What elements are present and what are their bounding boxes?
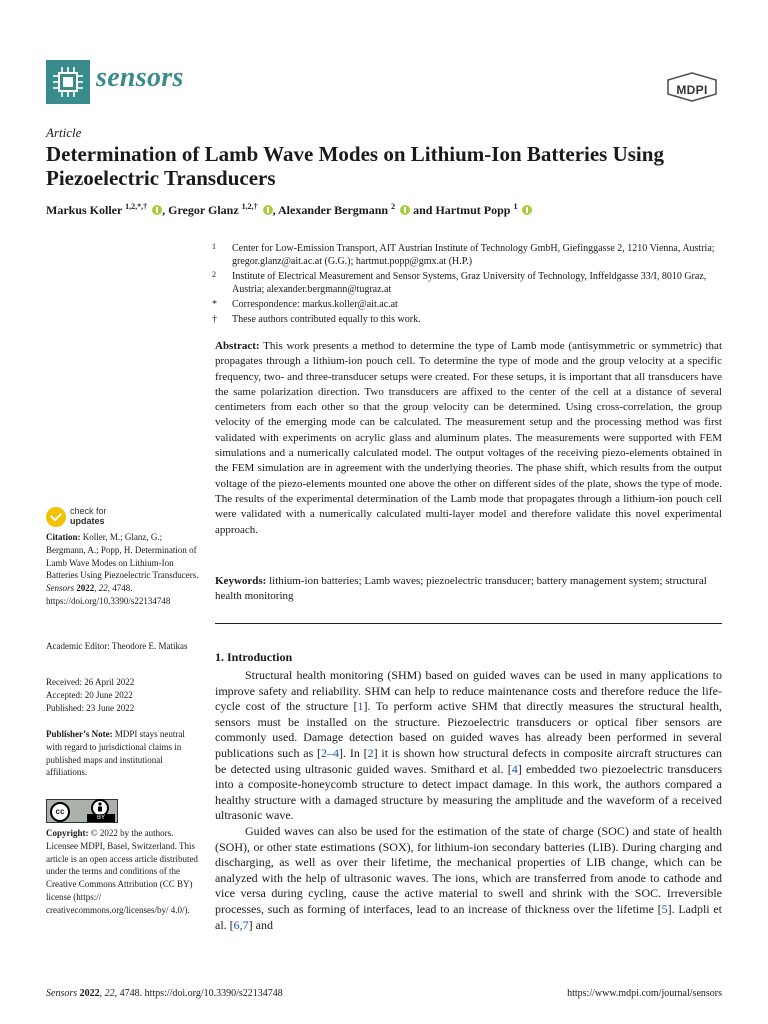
affiliation-mark: † [212,314,217,325]
orcid-icon[interactable] [522,205,532,215]
citation-block: Citation: Koller, M.; Glanz, G.; Bergmann, A.; Popp, H. Determination of Lamb Wave Modes on Lithium-Ion Batteries Using Piezoelectric Transducers. Sensors 2022, 22, 4748. https://doi.org/10.3390/s22134748 [46,532,199,606]
author-affil-marks: 1,2,† [241,202,258,211]
orcid-icon[interactable] [400,205,410,215]
keywords-label: Keywords: [215,575,267,587]
citation-text: Koller, M.; Glanz, G.; Bergmann, A.; Popp, H. Determination of Lamb Wave Modes on Lithium-Ion Batteries Using Piezoelectric Transducers. [46,532,199,581]
check-for-label: check for [70,506,107,516]
paragraph-text: Structural health monitoring (SHM) based on guided waves can be used in many applications to improve safety and reliability. SHM can help to reduce maintenance costs and therefore reduce the life-cycle cost of the structure [ [215,668,722,714]
author-name[interactable]: Markus Koller [46,203,123,217]
paragraph [215,824,722,933]
sensors-logo-icon [46,60,90,104]
author-list [46,202,726,218]
orcid-icon[interactable] [152,205,162,215]
paragraph [215,668,722,824]
citation-link[interactable]: 2–4 [321,745,340,760]
accepted-date: Accepted: 20 June 2022 [46,689,133,700]
abstract-text: This work presents a method to determine the type of Lamb mode (antisymmetric or symmetric) that propagates through a lithium-ion pouch cell. To determine the type of mode and the group velocity at a specific frequency, two- and three-transducer setups were created. For these setups, it is important that all transducers have the same polarization direction. Two transducers are affixed to the center of the cell at a distance of several centimeters from each other so that the group velocity can be determined. Using cross-correlation, the group velocity of the emerging mode can be calculated. The measurement setup and the processing method was first validated with experiments on acrylic glass and aluminum plates. The measurements were supported with FEM simulations and a numerically calculated model. The output voltages of the receiving piezo-elements obtained in the FEM simulation are in agreement with the underlying theories. The phase shift, which results from the output voltage of the piezo-elements mounted one above the other on different sides of the plate, shows the type of mode. The results of the experimental determination of the Lamb mode that propagates through a lithium-ion pouch cell were validated with a numerically calculated multi-layer model and therefore validate this novel experimental approach. [215,340,722,536]
abstract [215,339,722,538]
section-divider [215,623,722,624]
publisher-note-label: Publisher’s Note: [46,729,113,739]
paragraph-text: ]. Ladpli et al. [ [215,901,722,932]
author-affil-marks: 1,2,*,† [125,202,148,211]
citation-link[interactable]: 4 [511,761,518,776]
author-affil-marks: 2 [391,202,396,211]
affiliation-mark: 2 [212,270,216,279]
affiliations [212,242,724,326]
affiliation-text: These authors contributed equally to this work. [232,314,421,325]
affiliation-text: Center for Low-Emission Transport, AIT Austrian Institute of Technology GmbH, Giefinggasse 2, 1210 Vienna, Austria; gregor.glanz@ait.ac.at (G.G.); hartmut.popp@gmx.at (H.P.) [232,243,715,267]
copyright-label: Copyright: [46,828,89,838]
author-separator: , [272,203,278,217]
citation-link[interactable]: 6,7 [233,917,249,932]
citation-label: Citation: [46,532,81,542]
author-name[interactable]: Gregor Glanz [168,203,239,217]
affiliation-text: Institute of Electrical Measurement and Sensor Systems, Graz University of Technology, Inffeldgasse 33/I, 8010 Graz, Austria; alexander.bergmann@tugraz.at [232,271,707,295]
footer-journal: Sensors [46,988,78,999]
received-date: Received: 26 April 2022 [46,677,135,687]
paragraph-text: ] it is shown how structural defects in composite aircraft structures can be detected using ultrasonic guided waves. Smithard et al. [ [215,745,722,776]
citation-journal: Sensors [46,583,75,594]
published-date: Published: 23 June 2022 [46,702,135,713]
affiliation-item [212,270,724,296]
publisher-note-text: MDPI stays neutral with regard to jurisdictional claims in published maps and institutional affiliations. [46,729,185,778]
paragraph-text: ] embedded two piezoelectric transducers into a composite-honeycomb structure to detect impact damage. In this work, the authors compared a healthy structure with a damaged structure by measuring the amplitude and the waveform of a received ultrasonic wave. [215,761,722,823]
footer-year: 2022 [79,988,100,999]
paragraph-text: ] and [248,917,273,932]
keywords-text: lithium-ion batteries; Lamb waves; piezoelectric transducer; battery management system; structural health monitoring [215,575,707,603]
cc-icon: cc [50,802,70,822]
affiliation-item [212,298,724,311]
citation-doi[interactable]: , 4748. https://doi.org/10.3390/s22134748 [46,583,171,606]
journal-name[interactable]: sensors [96,62,184,93]
section-heading: 1. Introduction [215,650,293,664]
citation-volume: 22 [98,583,108,594]
orcid-icon[interactable] [263,205,273,215]
author-separator: and [410,203,436,217]
dates-block [46,676,201,714]
author-affil-marks: 1 [513,202,518,211]
cc-by-label: BY [87,814,115,822]
affiliation-item [212,242,724,268]
citation-link[interactable]: 2 [367,745,374,760]
paragraph-text: Guided waves can also be used for the estimation of the state of charge (SOC) and state of health (SOH), or other state estimations (SOX), for lithium-ion secondary batteries (LIB). During charging and discharging, as well as over their lifetime, the mechanical properties of LIB change, which can be analyzed with the help of ultrasonic waves. The ions, which are transferred from anode to cathode and vice versa during cycling, cause the active material to swell and shrink with the SOC. Irreversible processes, such as forming of interfaces, lead to an increase of thickness over the lifetime [ [215,823,722,916]
paragraph-text: ]. In [ [339,745,368,760]
citation-year: 2022 [76,583,95,594]
affiliation-mark: 1 [212,242,216,251]
author-name[interactable]: Hartmut Popp [435,203,511,217]
article-type: Article [46,125,82,140]
mdpi-logo[interactable] [666,72,718,102]
cc-license-badge[interactable] [46,799,118,823]
footer-volume: 22 [104,988,115,999]
abstract-label: Abstract: [215,340,260,352]
paragraph-text: ]. To perform active SHM that directly measures the structural health, sensors must be installed on the structure. Piezoelectric transducers or optical fiber sensors are commonly used. Damage detection based on guided waves has already been performed in several publications such as [ [215,699,722,760]
affiliation-item [212,313,724,326]
footer-journal-url[interactable]: https://www.mdpi.com/journal/sensors [567,988,722,999]
footer-citation: Sensors 2022, 22, 4748. https://doi.org/10.3390/s22134748 [46,988,283,999]
publisher-name: MDPI [676,83,708,97]
paper-title: Determination of Lamb Wave Modes on Lithium-Ion Batteries Using Piezoelectric Transducers [46,142,664,190]
citation-link[interactable]: 5 [661,901,668,916]
check-updates-icon [46,507,66,527]
updates-label: updates [70,516,105,526]
body-text [215,668,722,933]
copyright-text: © 2022 by the authors. Licensee MDPI, Basel, Switzerland. This article is an open access article distributed under the terms and conditions of the Creative Commons Attribution (CC BY) license (https:// creativecommons.org/licenses/by/ 4.0/). [46,828,198,915]
author-separator: , [162,203,169,217]
academic-editor: Academic Editor: Theodore E. Matikas [46,641,188,651]
check-for-updates-badge[interactable] [46,505,136,529]
affiliation-text: Correspondence: markus.koller@ait.ac.at [232,299,398,310]
author-name[interactable]: Alexander Bergmann [278,203,389,217]
footer-doi[interactable]: , 4748. https://doi.org/10.3390/s22134748 [114,988,283,999]
copyright-block [46,827,201,917]
publisher-note [46,728,201,779]
journal-header [46,60,722,104]
affiliation-mark: * [212,299,217,310]
keywords [215,574,722,605]
citation-link[interactable]: 1 [357,699,364,714]
